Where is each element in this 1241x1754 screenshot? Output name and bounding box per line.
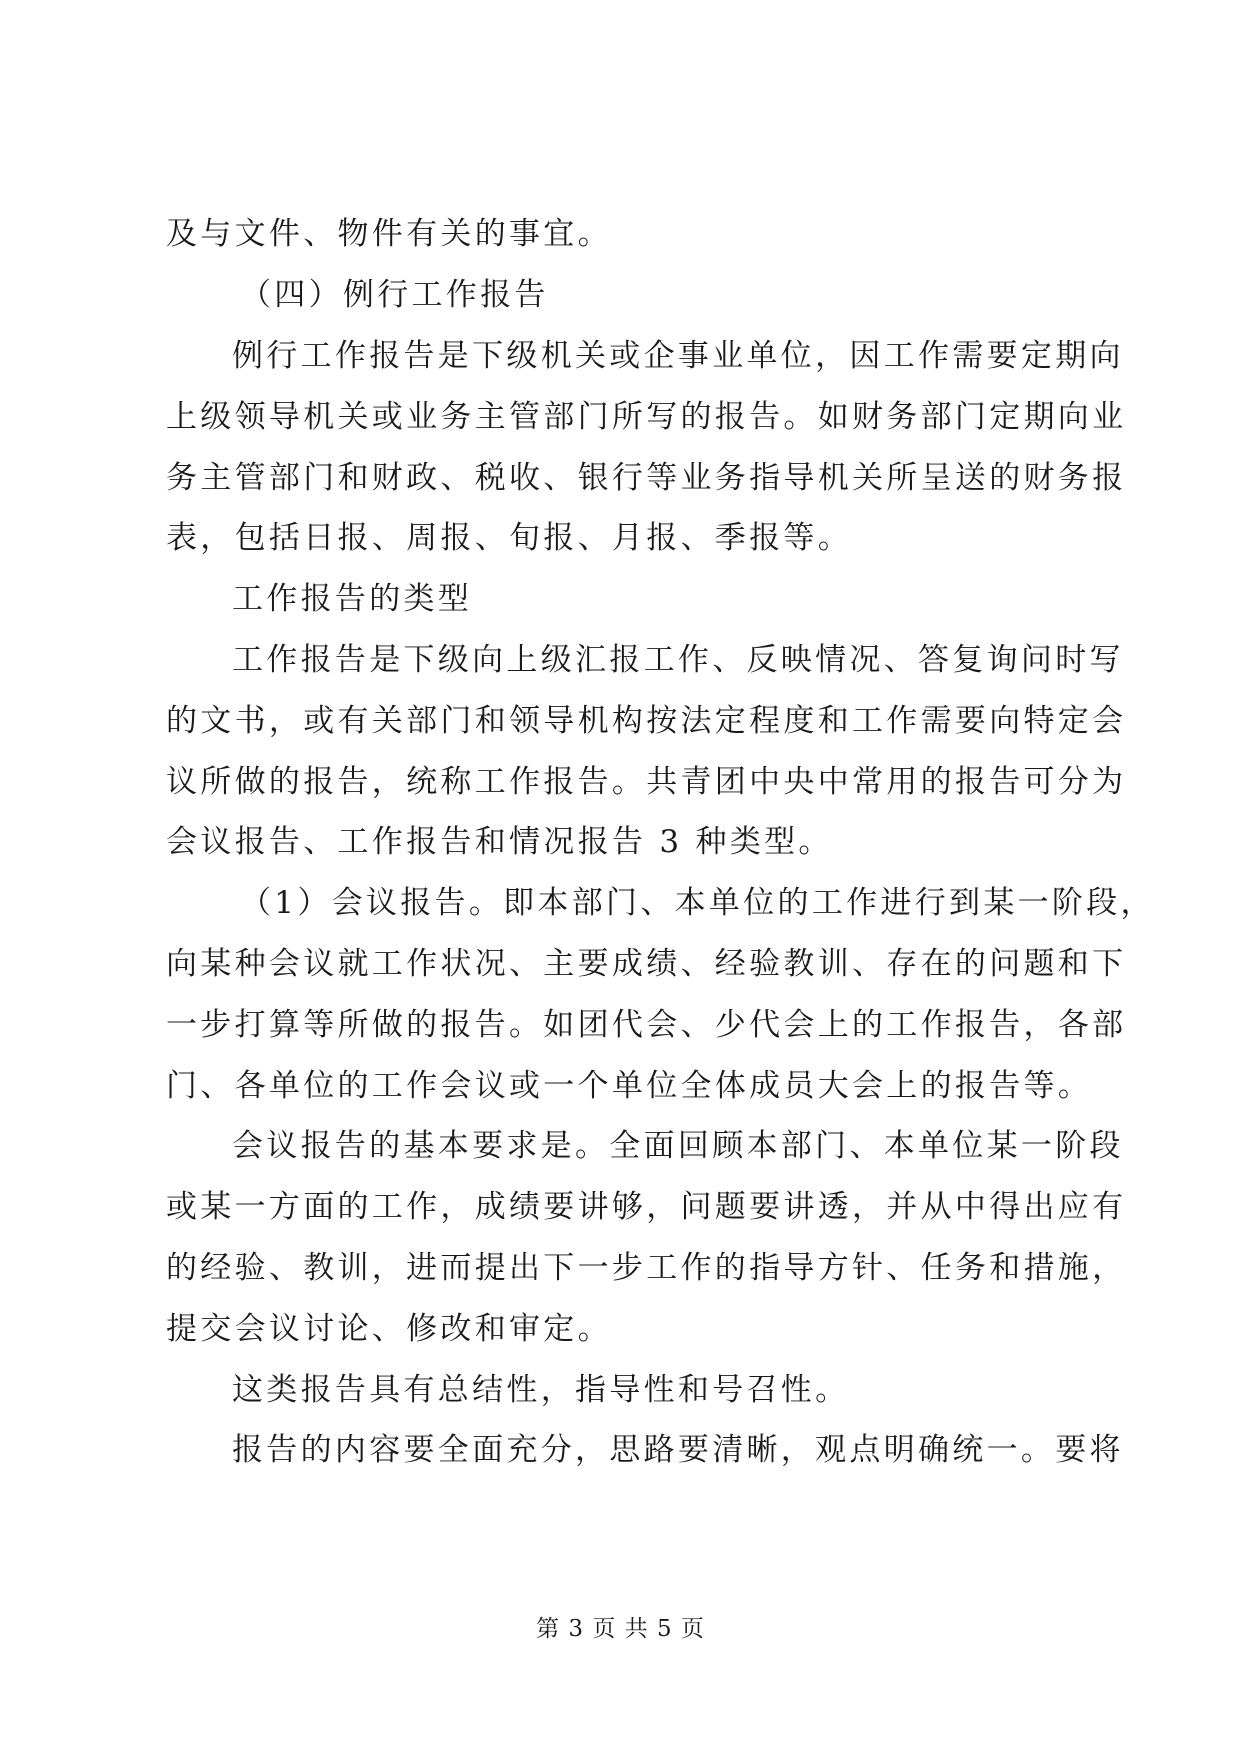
text-line: 及与文件、物件有关的事宜。 xyxy=(166,216,612,252)
text-line: 会议报告、工作报告和情况报告 3 种类型。 xyxy=(166,824,833,860)
text-line: 表，包括日报、周报、旬报、月报、季报等。 xyxy=(166,520,852,556)
text-line: 向某种会议就工作状况、主要成绩、经验教训、存在的问题和下 xyxy=(166,946,1127,982)
text-line: 一步打算等所做的报告。如团代会、少代会上的工作报告，各部 xyxy=(166,1007,1127,1043)
section-heading: 工作报告的类型 xyxy=(232,581,473,617)
text-line: 的经验、教训，进而提出下一步工作的指导方针、任务和措施， xyxy=(166,1250,1127,1286)
text-line: 工作报告是下级向上级汇报工作、反映情况、答复询问时写 xyxy=(232,642,1124,678)
text-line: 提交会议讨论、修改和审定。 xyxy=(166,1311,612,1347)
text-line: 报告的内容要全面充分，思路要清晰，观点明确统一。要将 xyxy=(232,1432,1124,1468)
text-line: （1）会议报告。即本部门、本单位的工作进行到某一阶段， xyxy=(240,885,1155,921)
text-line: 上级领导机关或业务主管部门所写的报告。如财务部门定期向业 xyxy=(166,399,1127,435)
text-line: 这类报告具有总结性，指导性和号召性。 xyxy=(232,1372,850,1408)
text-line: 门、各单位的工作会议或一个单位全体成员大会上的报告等。 xyxy=(166,1068,1093,1104)
text-line: 例行工作报告是下级机关或企事业单位，因工作需要定期向 xyxy=(232,338,1124,374)
text-line: 会议报告的基本要求是。全面回顾本部门、本单位某一阶段 xyxy=(232,1128,1124,1164)
text-line: 务主管部门和财政、税收、银行等业务指导机关所呈送的财务报 xyxy=(166,460,1127,496)
text-line: 议所做的报告，统称工作报告。共青团中央中常用的报告可分为 xyxy=(166,764,1127,800)
text-line: 或某一方面的工作，成绩要讲够，问题要讲透，并从中得出应有 xyxy=(166,1189,1127,1225)
page-footer: 第 3 页 共 5 页 xyxy=(536,1616,705,1642)
section-heading: （四）例行工作报告 xyxy=(240,277,549,313)
text-line: 的文书，或有关部门和领导机构按法定程度和工作需要向特定会 xyxy=(166,703,1127,739)
